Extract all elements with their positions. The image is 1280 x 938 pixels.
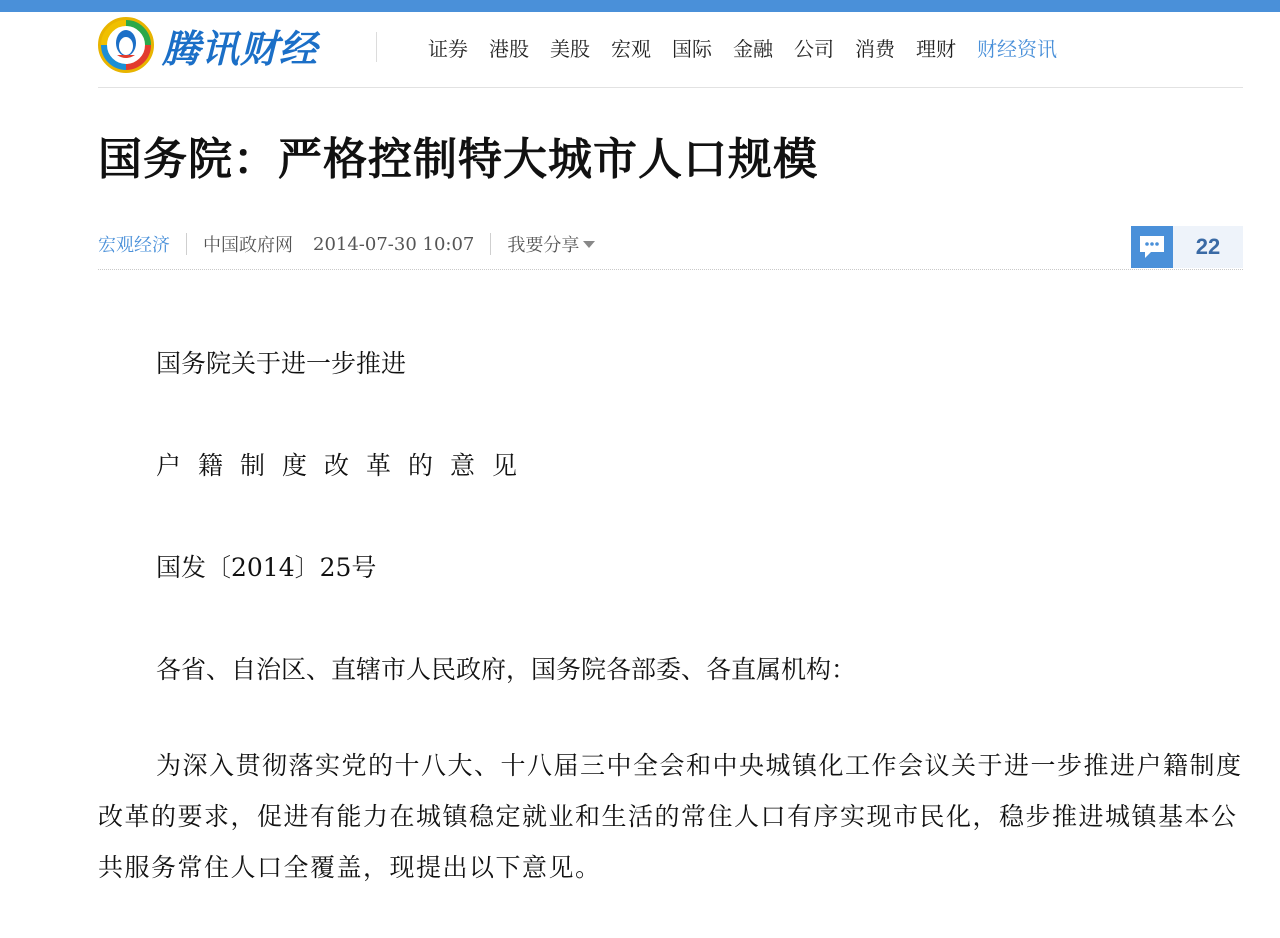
article-datetime: 2014-07-30 10:07 (313, 233, 475, 255)
document-number: 国发〔2014〕25号 (156, 553, 377, 582)
nav-item-wealth[interactable]: 理财 (916, 37, 956, 61)
comment-count: 22 (1195, 234, 1221, 259)
meta-divider (490, 233, 491, 255)
nav-item-finance[interactable]: 金融 (733, 37, 773, 61)
top-accent-bar (0, 0, 1280, 12)
nav-item-us-stocks[interactable]: 美股 (550, 37, 590, 61)
main-nav (428, 34, 1078, 64)
nav-item-securities[interactable]: 证券 (428, 37, 468, 61)
document-title-line-1: 国务院关于进一步推进 (156, 349, 407, 378)
article-source: 中国政府网 (203, 235, 293, 256)
nav-item-macro[interactable]: 宏观 (611, 37, 651, 61)
chevron-down-icon (583, 241, 595, 248)
tencent-logo-icon (98, 17, 154, 73)
document-addressee: 各省、自治区、直辖市人民政府，国务院各部委、各直属机构： (156, 655, 857, 684)
nav-item-international[interactable]: 国际 (672, 37, 712, 61)
brand-name: 腾讯财经 (162, 26, 319, 71)
share-label: 我要分享 (507, 235, 580, 256)
document-title-line-2: 户籍制度改革的意见 (156, 451, 535, 480)
nav-item-hk-stocks[interactable]: 港股 (489, 37, 529, 61)
article-paragraph: 为深入贯彻落实党的十八大、十八届三中全会和中央城镇化工作会议关于进一步推进户籍制度改革的要求，促进有能力在城镇稳定就业和生活的常住人口有序实现市民化，稳步推进城镇基本公共服务常住人口全覆盖，现提出以下意见。 (98, 751, 1243, 882)
category-link[interactable]: 宏观经济 (98, 235, 170, 256)
meta-divider (186, 233, 187, 255)
nav-item-consumer[interactable]: 消费 (855, 37, 895, 61)
article-meta (98, 226, 1243, 270)
article-title: 国务院：严格控制特大城市人口规模 (98, 134, 818, 185)
nav-item-finance-news[interactable]: 财经资讯 (977, 37, 1057, 61)
site-header (98, 12, 1243, 88)
header-divider (376, 32, 377, 62)
nav-item-companies[interactable]: 公司 (794, 37, 834, 61)
site-logo[interactable] (98, 17, 318, 73)
comment-bubble-icon (1131, 226, 1173, 268)
comment-count-button[interactable] (1131, 226, 1243, 268)
share-button[interactable] (507, 231, 595, 257)
